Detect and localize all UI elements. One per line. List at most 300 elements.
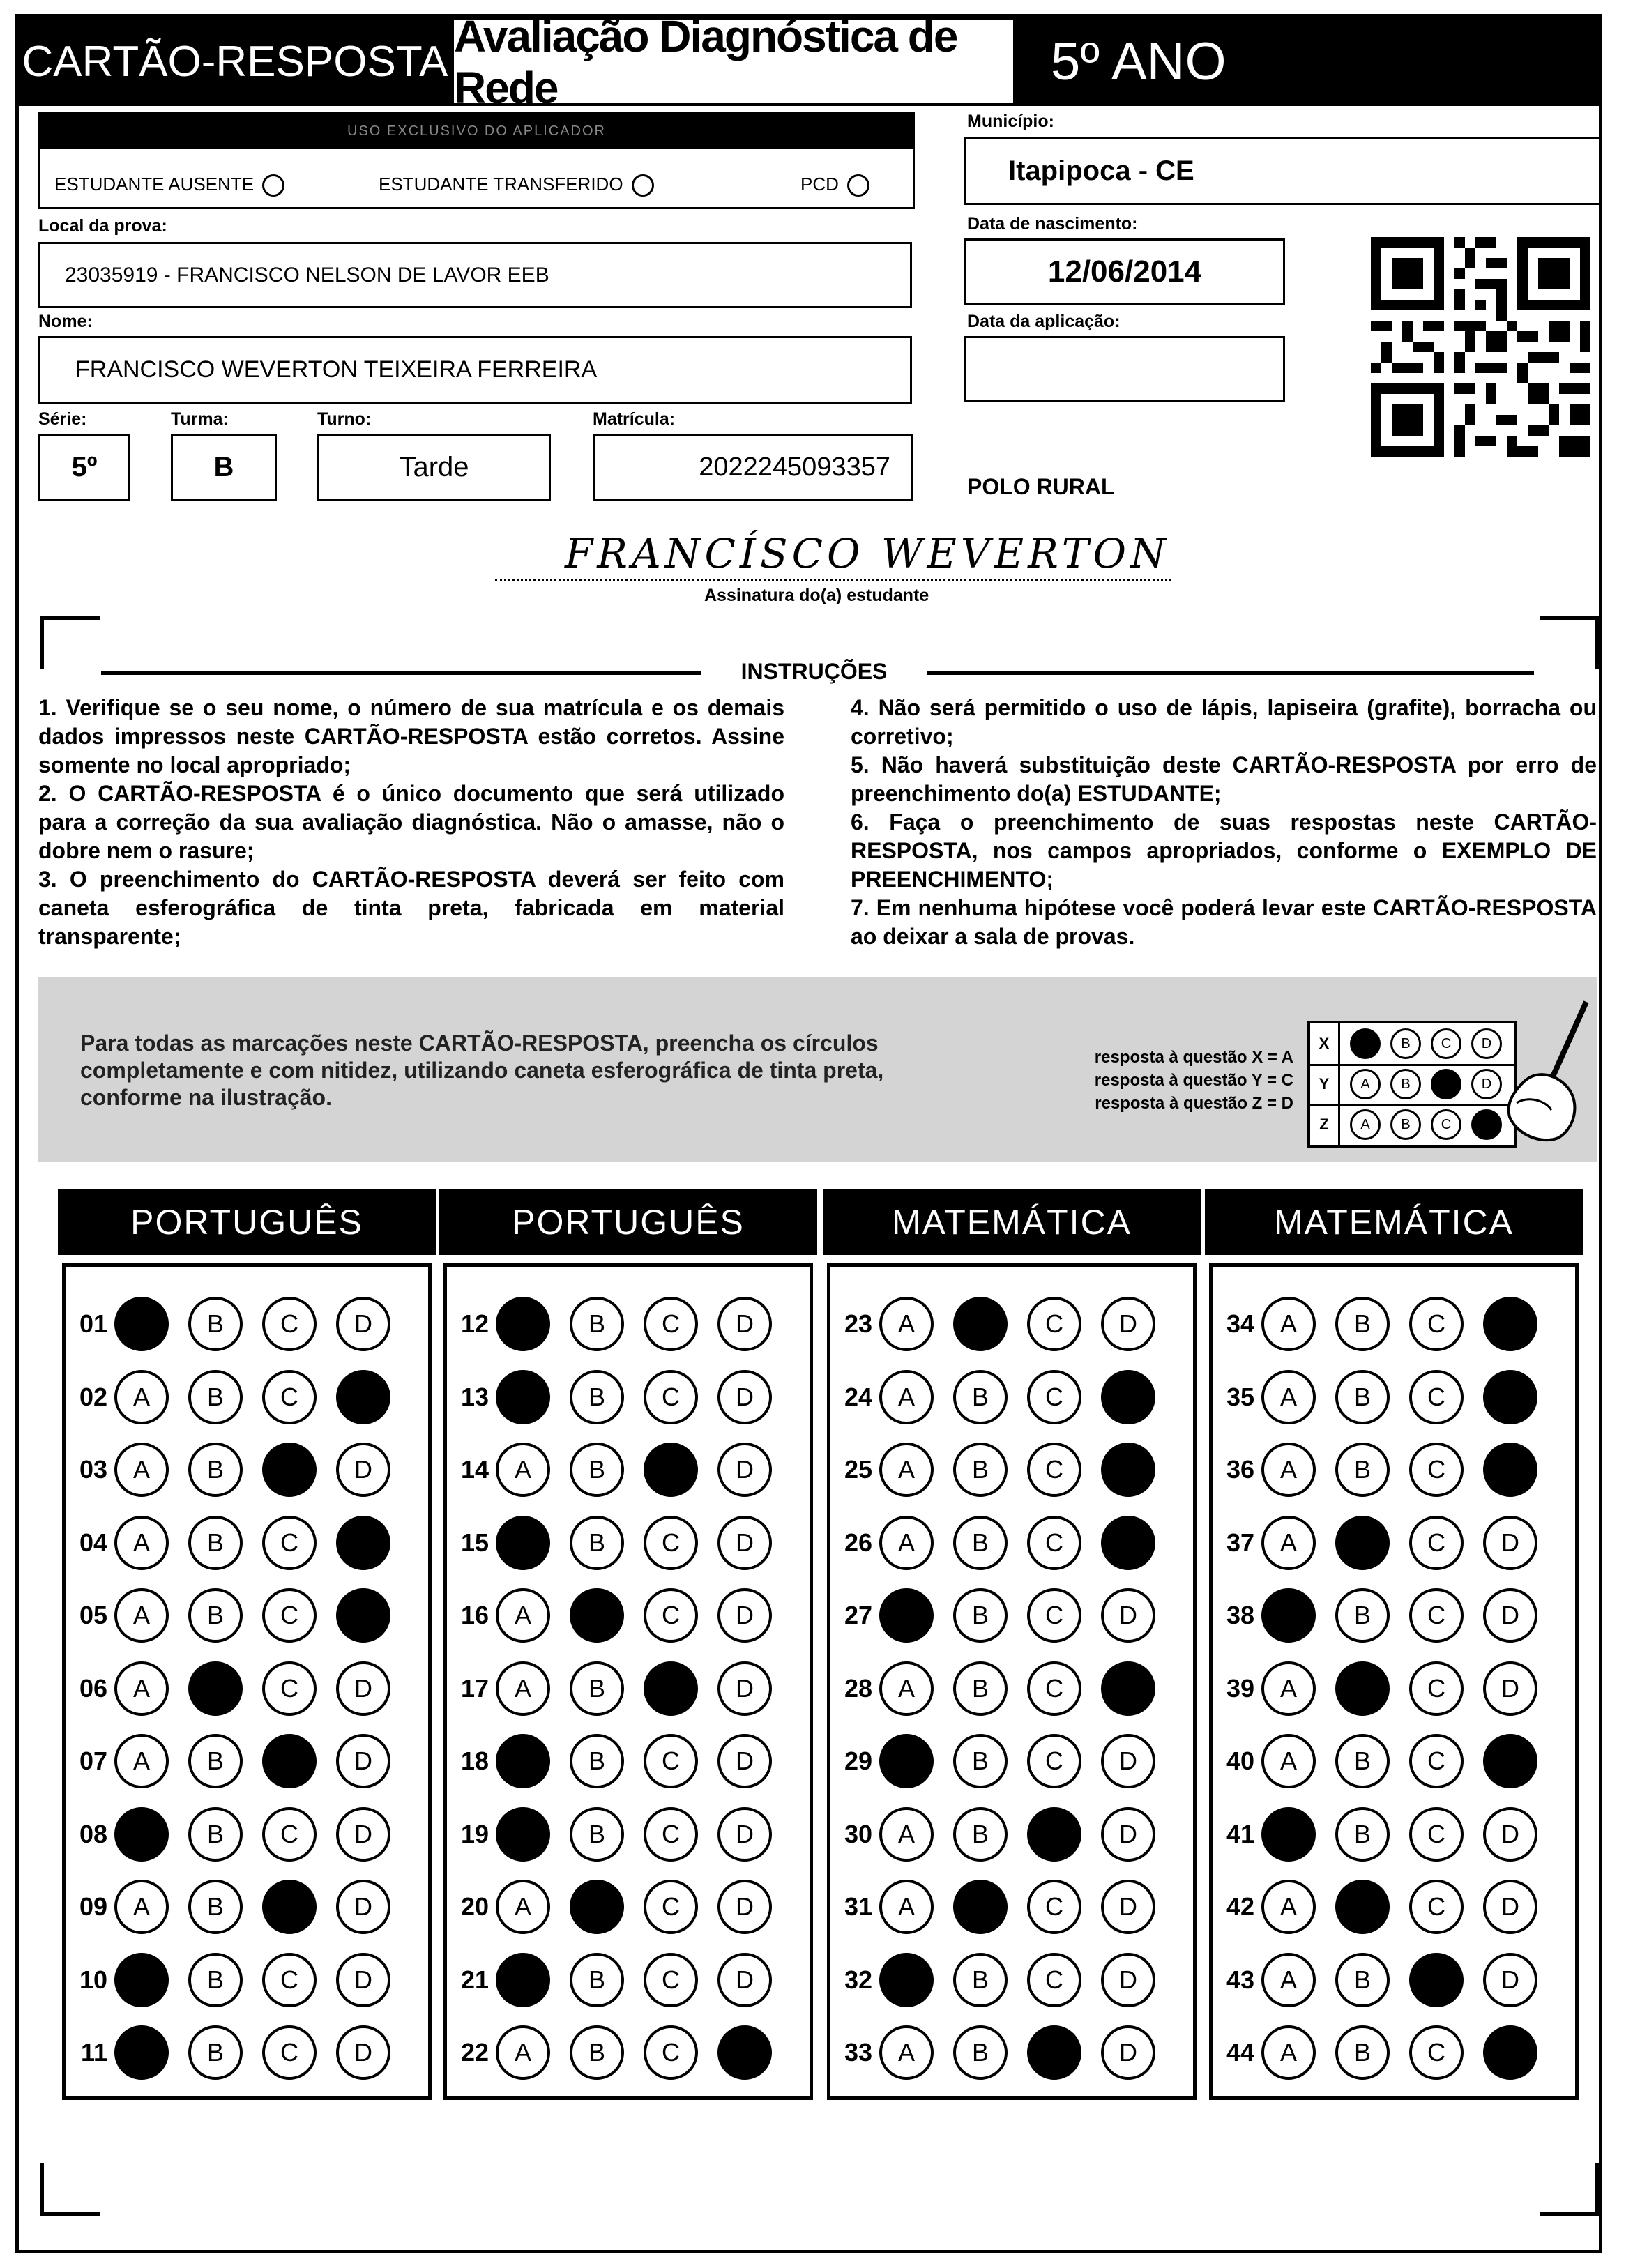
answer-bubble-b[interactable]: B (1335, 2025, 1390, 2080)
answer-bubble-a[interactable] (114, 1953, 169, 2007)
question-number: 01 (79, 1309, 107, 1338)
answer-bubble-c[interactable]: C (1027, 1661, 1081, 1716)
answer-bubble-c[interactable]: C (1027, 1516, 1081, 1570)
answer-bubble-d[interactable] (1483, 1734, 1537, 1788)
answer-bubble-c[interactable]: C (1409, 1807, 1464, 1862)
instructions-rule-left (101, 671, 701, 675)
transferred-option[interactable] (379, 174, 654, 197)
answer-bubble-a[interactable]: A (879, 1661, 934, 1716)
answer-bubble-c[interactable]: C (1027, 1880, 1081, 1934)
answer-bubble-b[interactable]: B (570, 1516, 624, 1570)
question-number: 33 (844, 2038, 872, 2067)
example-bubble-b: B (1390, 1028, 1421, 1059)
answer-bubble-c[interactable]: C (262, 1953, 317, 2007)
answer-bubble-c[interactable]: C (644, 1588, 698, 1643)
answer-column (62, 1263, 432, 2100)
answer-bubble-d[interactable]: D (717, 1880, 772, 1934)
answer-bubble-c[interactable]: C (1409, 1370, 1464, 1424)
answer-bubble-c[interactable]: C (644, 1734, 698, 1788)
question-row (1213, 1514, 1557, 1572)
answer-bubble-d[interactable]: D (717, 1588, 772, 1643)
answer-bubble-b[interactable]: B (188, 2025, 243, 2080)
answer-bubble-d[interactable]: D (336, 1661, 390, 1716)
example-row (1310, 1064, 1514, 1106)
answer-bubble-b[interactable]: B (1335, 1807, 1390, 1862)
legend-y: resposta à questão Y = C (1094, 1071, 1293, 1090)
answer-bubble-c[interactable]: C (1027, 1370, 1081, 1424)
answer-bubble-b[interactable]: B (570, 1661, 624, 1716)
answer-bubble-d[interactable]: D (1483, 1661, 1537, 1716)
question-number: 19 (460, 1819, 489, 1848)
local-field: 23035919 - FRANCISCO NELSON DE LAVOR EEB (38, 242, 912, 308)
instruction-4: 4. Não será permitido o uso de lápis, lapiseira (grafite), borracha ou corretivo; (851, 695, 1597, 749)
answer-bubble-d[interactable]: D (717, 1953, 772, 2007)
answer-bubble-a[interactable]: A (879, 1516, 934, 1570)
answer-bubble-a[interactable]: A (114, 1370, 169, 1424)
question-number: 15 (460, 1528, 489, 1557)
question-row (1213, 2023, 1557, 2082)
instruction-3: 3. O preenchimento do CARTÃO-RESPOSTA deverá ser feito com caneta esferográfica de tinta preta, fabricada em material transparente; (38, 867, 784, 949)
answer-bubble-d[interactable]: D (1483, 1807, 1537, 1862)
answer-bubble-d[interactable] (336, 1588, 390, 1643)
answer-bubble-a[interactable] (496, 1297, 550, 1351)
answer-bubble-b[interactable]: B (188, 1516, 243, 1570)
answer-bubble-d[interactable] (1483, 1370, 1537, 1424)
answer-bubble-d[interactable]: D (1483, 1953, 1537, 2007)
pcd-option[interactable] (800, 174, 869, 197)
question-row (830, 1295, 1175, 1353)
question-number: 40 (1226, 1746, 1254, 1775)
answer-bubble-c[interactable]: C (1409, 1516, 1464, 1570)
answer-bubble-a[interactable]: A (879, 1443, 934, 1497)
answer-bubble-c[interactable]: C (1027, 1953, 1081, 2007)
answer-bubble-a[interactable] (496, 1734, 550, 1788)
question-number: 05 (79, 1601, 107, 1629)
answer-bubble-b[interactable]: B (953, 2025, 1008, 2080)
question-number: 20 (460, 1892, 489, 1921)
question-row (447, 1659, 791, 1718)
question-row (830, 1805, 1175, 1864)
corner-mark-top-right (1540, 616, 1600, 669)
instructions-title: INSTRUÇÕES (740, 659, 888, 684)
answer-bubble-d[interactable]: D (336, 1880, 390, 1934)
instructions-rule-right (927, 671, 1534, 675)
question-number: 43 (1226, 1965, 1254, 1994)
answer-bubble-c[interactable] (262, 1443, 317, 1497)
answer-bubble-d[interactable] (336, 1370, 390, 1424)
example-bubble-b: B (1390, 1109, 1421, 1140)
question-number: 27 (844, 1601, 872, 1629)
example-bubble-a: A (1350, 1069, 1381, 1099)
answer-column (443, 1263, 813, 2100)
answer-bubble-c[interactable]: C (1027, 1588, 1081, 1643)
answer-bubble-c[interactable]: C (1027, 1297, 1081, 1351)
answer-bubble-a[interactable]: A (496, 2025, 550, 2080)
answer-bubble-b[interactable] (1335, 1661, 1390, 1716)
answer-bubble-b[interactable] (570, 1880, 624, 1934)
answer-bubble-b[interactable]: B (570, 1807, 624, 1862)
question-row (830, 1368, 1175, 1426)
question-row (830, 1878, 1175, 1936)
instruction-6: 6. Faça o preenchimento de suas respostas neste CARTÃO-RESPOSTA, nos campos apropriados, conforme o EXEMPLO DE PREENCHIMENTO; (851, 809, 1597, 892)
answer-bubble-a[interactable]: A (1261, 1661, 1316, 1716)
answer-bubble-b[interactable]: B (188, 1807, 243, 1862)
question-row (66, 1368, 410, 1426)
answer-bubble-b[interactable]: B (1335, 1953, 1390, 2007)
answer-bubble-a[interactable]: A (496, 1880, 550, 1934)
question-row (66, 1951, 410, 2009)
signature-line (495, 530, 1171, 581)
answer-bubble-c[interactable]: C (1409, 1661, 1464, 1716)
answer-bubble-b[interactable]: B (953, 1516, 1008, 1570)
turno-label: Turno: (317, 409, 372, 429)
answer-bubble-a[interactable] (879, 1734, 934, 1788)
subject-header: MATEMÁTICA (823, 1189, 1201, 1255)
turma-label: Turma: (171, 409, 229, 429)
answer-bubble-c[interactable]: C (644, 1953, 698, 2007)
answer-bubble-c[interactable]: C (262, 1807, 317, 1862)
answer-bubble-a[interactable] (496, 1807, 550, 1862)
question-row (830, 2023, 1175, 2082)
answer-bubble-a[interactable]: A (1261, 1734, 1316, 1788)
answer-bubble-c[interactable]: C (1409, 1734, 1464, 1788)
answer-bubble-d[interactable]: D (336, 1807, 390, 1862)
answer-bubble-c[interactable] (644, 1661, 698, 1716)
instructions-right-column (851, 694, 1597, 951)
answer-bubble-b[interactable]: B (953, 1953, 1008, 2007)
answer-bubble-c[interactable]: C (644, 1807, 698, 1862)
answer-bubble-b[interactable] (188, 1661, 243, 1716)
absent-radio[interactable] (262, 174, 284, 197)
corner-mark-top-left (40, 616, 100, 669)
answer-bubble-c[interactable]: C (644, 1516, 698, 1570)
answer-bubble-c[interactable]: C (644, 1370, 698, 1424)
answer-bubble-c[interactable] (1409, 1953, 1464, 2007)
instruction-1: 1. Verifique se o seu nome, o número de sua matrícula e os demais dados impressos neste CARTÃO-RESPOSTA estão corretos. Assine somente no local apropriado; (38, 695, 784, 777)
answer-bubble-c[interactable]: C (262, 1661, 317, 1716)
answer-bubble-b[interactable]: B (188, 1443, 243, 1497)
question-number: 23 (844, 1309, 872, 1338)
example-bubble-a (1350, 1028, 1381, 1059)
question-row (1213, 1805, 1557, 1864)
answer-bubble-b[interactable]: B (953, 1807, 1008, 1862)
answer-bubble-a[interactable]: A (879, 1807, 934, 1862)
absent-option[interactable] (54, 174, 284, 197)
example-text: Para todas as marcações neste CARTÃO-RESPOSTA, preencha os círculos completamente e com nitidez, utilizando caneta esferográfica de tinta preta, conforme na ilustração. (80, 1030, 884, 1110)
answer-bubble-d[interactable]: D (1101, 1297, 1155, 1351)
answer-bubble-b[interactable]: B (188, 1880, 243, 1934)
question-row (447, 1514, 791, 1572)
answer-bubble-d[interactable] (336, 1516, 390, 1570)
instruction-2: 2. O CARTÃO-RESPOSTA é o único documento que será utilizado para a correção da sua avaliação diagnóstica. Não o amasse, não o dobre nem o rasure; (38, 781, 784, 863)
question-number: 42 (1226, 1892, 1254, 1921)
question-number: 04 (79, 1528, 107, 1557)
answer-bubble-d[interactable]: D (717, 1297, 772, 1351)
answer-bubble-a[interactable]: A (879, 1880, 934, 1934)
answer-bubble-c[interactable]: C (1409, 1443, 1464, 1497)
answer-bubble-c[interactable]: C (1027, 1734, 1081, 1788)
question-number: 36 (1226, 1455, 1254, 1484)
answer-bubble-a[interactable] (496, 1370, 550, 1424)
answer-bubble-a[interactable]: A (1261, 2025, 1316, 2080)
answer-bubble-d[interactable]: D (1101, 1953, 1155, 2007)
question-row (66, 1805, 410, 1864)
answer-bubble-d[interactable] (1483, 1297, 1537, 1351)
question-row (1213, 1586, 1557, 1645)
answer-bubble-b[interactable]: B (570, 1297, 624, 1351)
answer-bubble-a[interactable] (1261, 1807, 1316, 1862)
answer-bubble-a[interactable]: A (1261, 1443, 1316, 1497)
answer-bubble-d[interactable] (1483, 2025, 1537, 2080)
answer-bubble-c[interactable] (262, 1734, 317, 1788)
answer-bubble-b[interactable]: B (570, 1734, 624, 1788)
answer-bubble-b[interactable]: B (188, 1370, 243, 1424)
question-number: 07 (79, 1746, 107, 1775)
answer-bubble-d[interactable]: D (336, 1297, 390, 1351)
answer-bubble-a[interactable]: A (114, 1880, 169, 1934)
answer-bubble-c[interactable]: C (644, 1880, 698, 1934)
answer-bubble-c[interactable]: C (262, 1370, 317, 1424)
answer-bubble-d[interactable]: D (717, 1443, 772, 1497)
answer-bubble-b[interactable]: B (1335, 1734, 1390, 1788)
answer-bubble-a[interactable]: A (879, 1297, 934, 1351)
example-row-label: Y (1310, 1064, 1340, 1104)
answer-bubble-b[interactable]: B (570, 1953, 624, 2007)
instructions-left-column (38, 694, 784, 951)
answer-bubble-a[interactable] (879, 1588, 934, 1643)
answer-bubble-d[interactable]: D (717, 1661, 772, 1716)
nascimento-field: 12/06/2014 (964, 238, 1285, 305)
question-row (830, 1659, 1175, 1718)
answer-column (1209, 1263, 1579, 2100)
question-number: 11 (80, 2038, 107, 2067)
question-number: 18 (460, 1746, 489, 1775)
question-number: 06 (79, 1673, 107, 1703)
answer-bubble-a[interactable]: A (496, 1661, 550, 1716)
transferred-label: ESTUDANTE TRANSFERIDO (379, 174, 623, 195)
question-row (447, 1951, 791, 2009)
answer-bubble-d[interactable]: D (1101, 1588, 1155, 1643)
answer-bubble-c[interactable]: C (644, 1297, 698, 1351)
question-number: 28 (844, 1673, 872, 1703)
question-number: 31 (844, 1892, 872, 1921)
answer-bubble-c[interactable]: C (1409, 2025, 1464, 2080)
answer-bubble-d[interactable]: D (336, 1443, 390, 1497)
question-row (830, 1514, 1175, 1572)
answer-bubble-b[interactable]: B (953, 1443, 1008, 1497)
nascimento-label: Data de nascimento: (967, 214, 1138, 234)
question-number: 26 (844, 1528, 872, 1557)
question-number: 34 (1226, 1309, 1254, 1338)
example-row (1310, 1104, 1514, 1145)
question-number: 24 (844, 1382, 872, 1411)
example-row-label: Z (1310, 1104, 1340, 1145)
answer-bubble-a[interactable] (114, 2025, 169, 2080)
answer-bubble-c[interactable]: C (1409, 1880, 1464, 1934)
answer-bubble-b[interactable]: B (188, 1734, 243, 1788)
answer-bubble-d[interactable] (1101, 1661, 1155, 1716)
matricula-label: Matrícula: (593, 409, 676, 429)
answer-bubble-b[interactable]: B (570, 1370, 624, 1424)
transferred-radio[interactable] (632, 174, 654, 197)
pcd-radio[interactable] (847, 174, 869, 197)
answer-bubble-b[interactable]: B (188, 1588, 243, 1643)
answer-bubble-d[interactable]: D (336, 2025, 390, 2080)
answer-bubble-b[interactable]: B (188, 1953, 243, 2007)
answer-bubble-d[interactable]: D (717, 1734, 772, 1788)
answer-bubble-d[interactable]: D (336, 1953, 390, 2007)
answer-bubble-b[interactable]: B (1335, 1297, 1390, 1351)
answer-bubble-b[interactable] (953, 1297, 1008, 1351)
answer-bubble-a[interactable]: A (1261, 1953, 1316, 2007)
question-row (66, 1659, 410, 1718)
answer-bubble-d[interactable]: D (1483, 1588, 1537, 1643)
answer-bubble-b[interactable]: B (570, 2025, 624, 2080)
subject-header: PORTUGUÊS (439, 1189, 817, 1255)
answer-bubble-c[interactable] (644, 1443, 698, 1497)
answer-bubble-b[interactable]: B (953, 1734, 1008, 1788)
question-number: 39 (1226, 1673, 1254, 1703)
answer-bubble-a[interactable] (879, 1953, 934, 2007)
question-number: 02 (79, 1382, 107, 1411)
question-number: 14 (460, 1455, 489, 1484)
question-number: 08 (79, 1819, 107, 1848)
question-number: 25 (844, 1455, 872, 1484)
municipio-label: Município: (967, 112, 1054, 131)
answer-bubble-d[interactable] (1101, 1370, 1155, 1424)
applicator-title: USO EXCLUSIVO DO APLICADOR (40, 114, 913, 149)
answer-bubble-d[interactable]: D (1101, 1880, 1155, 1934)
answer-bubble-a[interactable]: A (114, 1661, 169, 1716)
example-legend (1028, 1046, 1293, 1115)
answer-bubble-a[interactable] (496, 1953, 550, 2007)
example-bubble-c: C (1431, 1109, 1461, 1140)
answer-bubble-d[interactable]: D (1101, 1807, 1155, 1862)
answer-bubble-a[interactable] (496, 1516, 550, 1570)
answer-bubble-a[interactable]: A (114, 1734, 169, 1788)
answer-bubble-b[interactable]: B (953, 1588, 1008, 1643)
answer-bubble-d[interactable] (717, 2025, 772, 2080)
pcd-label: PCD (800, 174, 839, 195)
answer-bubble-a[interactable]: A (496, 1443, 550, 1497)
answer-bubble-a[interactable]: A (114, 1516, 169, 1570)
answer-bubble-c[interactable]: C (1409, 1297, 1464, 1351)
answer-bubble-d[interactable]: D (1101, 2025, 1155, 2080)
question-number: 30 (844, 1819, 872, 1848)
answer-bubble-b[interactable]: B (953, 1370, 1008, 1424)
answer-bubble-b[interactable]: B (1335, 1588, 1390, 1643)
instruction-5: 5. Não haverá substituição deste CARTÃO-RESPOSTA por erro de preenchimento do(a) ESTUDANTE; (851, 752, 1597, 806)
answer-bubble-c[interactable] (1027, 1807, 1081, 1862)
answer-bubble-d[interactable]: D (717, 1370, 772, 1424)
question-number: 29 (844, 1746, 872, 1775)
question-row (830, 1440, 1175, 1499)
corner-mark-bottom-right (1540, 2163, 1600, 2216)
answer-bubble-c[interactable]: C (262, 2025, 317, 2080)
subject-header: PORTUGUÊS (58, 1189, 436, 1255)
answer-bubble-a[interactable]: A (1261, 1516, 1316, 1570)
instruction-7: 7. Em nenhuma hipótese você poderá levar este CARTÃO-RESPOSTA ao deixar a sala de provas. (851, 895, 1597, 949)
question-number: 41 (1226, 1819, 1254, 1848)
answer-bubble-a[interactable]: A (879, 2025, 934, 2080)
answer-bubble-a[interactable]: A (879, 1370, 934, 1424)
answer-bubble-b[interactable]: B (188, 1297, 243, 1351)
answer-bubble-b[interactable]: B (1335, 1443, 1390, 1497)
answer-bubble-a[interactable] (114, 1807, 169, 1862)
question-row (830, 1586, 1175, 1645)
question-row (66, 1732, 410, 1790)
absent-label: ESTUDANTE AUSENTE (54, 174, 255, 195)
question-row (1213, 1732, 1557, 1790)
answer-bubble-b[interactable] (1335, 1880, 1390, 1934)
question-row (66, 1878, 410, 1936)
answer-bubble-d[interactable] (1483, 1443, 1537, 1497)
answer-bubble-b[interactable]: B (570, 1443, 624, 1497)
answer-bubble-a[interactable] (1261, 1588, 1316, 1643)
question-row (447, 1586, 791, 1645)
question-row (1213, 1951, 1557, 2009)
legend-x: resposta à questão X = A (1094, 1048, 1293, 1067)
answer-bubble-b[interactable] (1335, 1516, 1390, 1570)
answer-bubble-a[interactable]: A (1261, 1370, 1316, 1424)
answer-bubble-c[interactable]: C (262, 1516, 317, 1570)
answer-bubble-d[interactable]: D (336, 1734, 390, 1788)
answer-bubble-c[interactable]: C (262, 1297, 317, 1351)
serie-label: Série: (38, 409, 87, 429)
answer-bubble-a[interactable]: A (114, 1443, 169, 1497)
answer-bubble-c[interactable]: C (262, 1588, 317, 1643)
question-number: 09 (79, 1892, 107, 1921)
answer-bubble-a[interactable] (114, 1297, 169, 1351)
answer-column (827, 1263, 1197, 2100)
pen-hand-icon (1503, 998, 1597, 1145)
answer-bubble-b[interactable]: B (953, 1661, 1008, 1716)
question-number: 44 (1226, 2038, 1254, 2067)
answer-bubble-c[interactable]: C (1027, 1443, 1081, 1497)
answer-bubble-d[interactable] (1101, 1443, 1155, 1497)
question-row (1213, 1368, 1557, 1426)
answer-bubble-d[interactable] (1101, 1516, 1155, 1570)
example-bubble-c (1431, 1069, 1461, 1099)
answer-bubble-b[interactable] (570, 1588, 624, 1643)
example-row-label: X (1310, 1023, 1340, 1064)
answer-bubble-d[interactable]: D (1483, 1516, 1537, 1570)
question-row (830, 1732, 1175, 1790)
answer-bubble-d[interactable]: D (717, 1807, 772, 1862)
answer-bubble-d[interactable]: D (717, 1516, 772, 1570)
answer-bubble-b[interactable]: B (1335, 1370, 1390, 1424)
answer-bubble-a[interactable]: A (1261, 1880, 1316, 1934)
answer-bubble-a[interactable]: A (1261, 1297, 1316, 1351)
question-number: 21 (460, 1965, 489, 1994)
answer-bubble-c[interactable] (262, 1880, 317, 1934)
answer-bubble-b[interactable] (953, 1880, 1008, 1934)
answer-bubble-c[interactable] (1027, 2025, 1081, 2080)
answer-bubble-a[interactable]: A (496, 1588, 550, 1643)
example-bubble-b: B (1390, 1069, 1421, 1099)
card-title: CARTÃO-RESPOSTA (19, 17, 451, 106)
question-row (66, 1295, 410, 1353)
answer-bubble-a[interactable]: A (114, 1588, 169, 1643)
answer-bubble-d[interactable]: D (1483, 1880, 1537, 1934)
corner-mark-bottom-left (40, 2163, 100, 2216)
answer-bubble-c[interactable]: C (644, 2025, 698, 2080)
answer-bubble-c[interactable]: C (1409, 1588, 1464, 1643)
question-row (447, 1732, 791, 1790)
question-row (447, 2023, 791, 2082)
name-label: Nome: (38, 312, 93, 331)
answer-bubble-d[interactable]: D (1101, 1734, 1155, 1788)
